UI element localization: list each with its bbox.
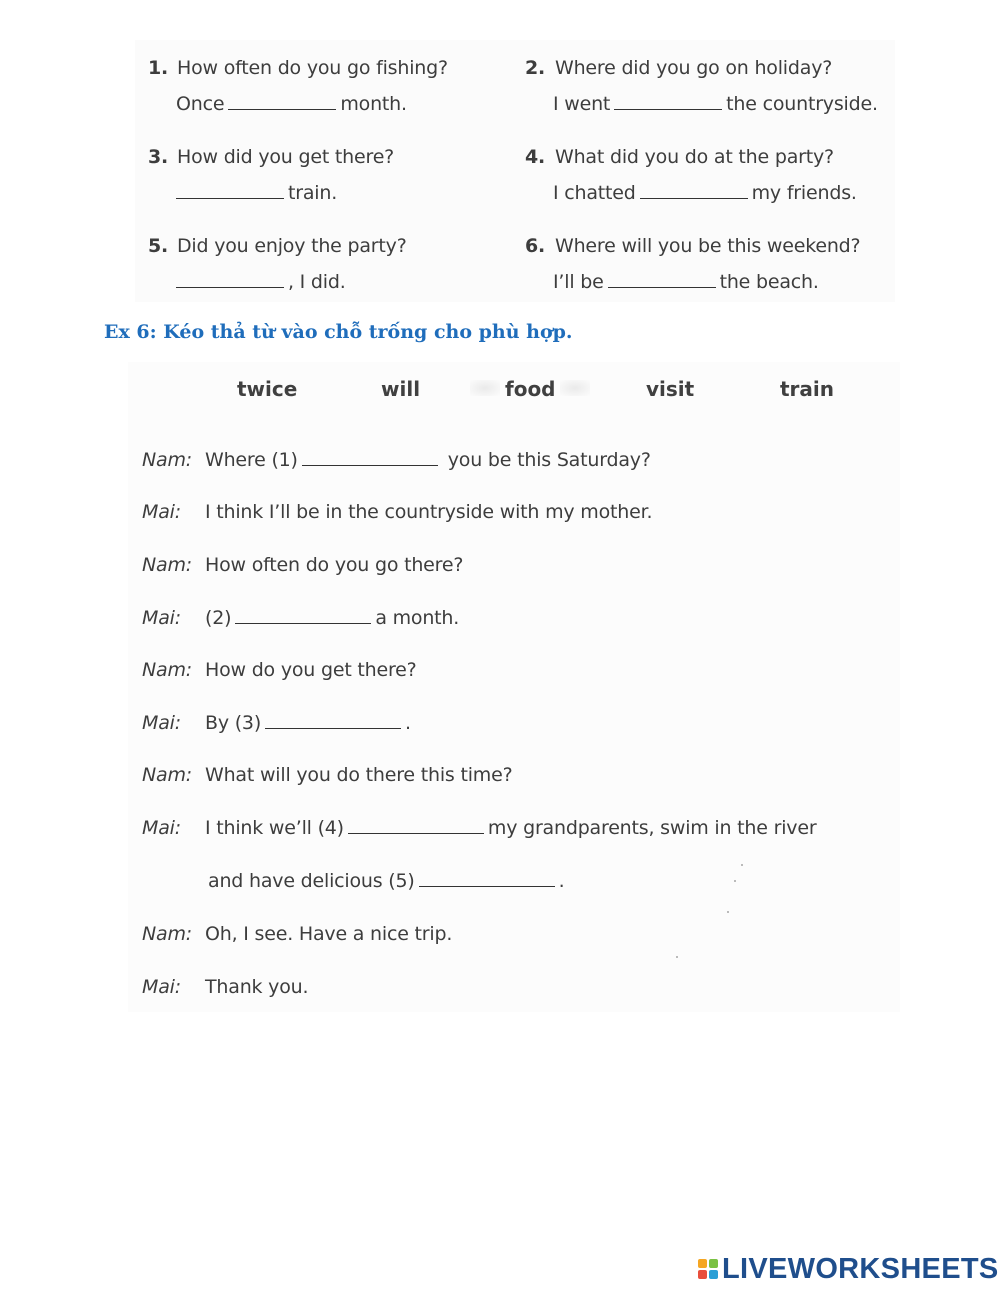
scan-smudge	[560, 380, 590, 396]
speaker-label: Mai:	[142, 817, 181, 839]
dialog-text: Thank you.	[205, 976, 309, 998]
drop-blank-1[interactable]	[302, 464, 438, 466]
answer-line: I chatted my friends.	[553, 182, 857, 204]
scan-smudge	[470, 380, 500, 396]
speaker-label: Mai:	[142, 976, 181, 998]
speaker-label: Mai:	[142, 501, 181, 523]
scanned-questions-area	[135, 40, 895, 302]
drop-blank-2[interactable]	[235, 622, 371, 624]
speaker-label: Mai:	[142, 607, 181, 629]
answer-line: Once month.	[176, 93, 407, 115]
logo-square	[709, 1259, 718, 1268]
question-number: 4.	[525, 146, 546, 168]
dialog-text: and have delicious (5) .	[208, 870, 565, 892]
question-text: Where did you go on holiday?	[555, 57, 833, 79]
speaker-label: Nam:	[142, 764, 192, 786]
scan-speck	[741, 864, 743, 866]
answer-blank	[640, 197, 748, 199]
logo-square	[709, 1270, 718, 1279]
dialog-text: I think we’ll (4) my grandparents, swim in the river	[205, 817, 817, 839]
word-bank-item[interactable]: visit	[646, 377, 695, 401]
dialog-text: (2) a month.	[205, 607, 460, 629]
question-number: 2.	[525, 57, 546, 79]
answer-line: train.	[172, 182, 337, 204]
dialog-text: Where (1) you be this Saturday?	[205, 449, 651, 471]
answer-line: I’ll be the beach.	[553, 271, 819, 293]
answer-line: , I did.	[172, 271, 346, 293]
drop-blank-4[interactable]	[348, 832, 484, 834]
answer-line: I went the countryside.	[553, 93, 878, 115]
liveworksheets-logo	[698, 1254, 999, 1284]
exercise-title: Ex 6: Kéo thả từ vào chỗ trống cho phù hợp.	[104, 321, 573, 343]
question-text: Did you enjoy the party?	[177, 235, 407, 257]
scan-speck	[734, 880, 736, 882]
speaker-label: Nam:	[142, 449, 192, 471]
dialog-text: How do you get there?	[205, 659, 417, 681]
dialog-text: Oh, I see. Have a nice trip.	[205, 923, 453, 945]
dialog-text: I think I’ll be in the countryside with my mother.	[205, 501, 653, 523]
question-text: How did you get there?	[177, 146, 395, 168]
dialog-text: How often do you go there?	[205, 554, 464, 576]
word-bank-item[interactable]: will	[381, 377, 421, 401]
word-bank-item[interactable]: food	[505, 377, 556, 401]
question-text: How often do you go fishing?	[177, 57, 448, 79]
question-number: 5.	[148, 235, 169, 257]
speaker-label: Mai:	[142, 712, 181, 734]
scan-speck	[676, 956, 678, 958]
dialog-text: What will you do there this time?	[205, 764, 513, 786]
speaker-label: Nam:	[142, 659, 192, 681]
question-number: 3.	[148, 146, 169, 168]
question-number: 6.	[525, 235, 546, 257]
answer-blank	[176, 197, 284, 199]
drop-blank-5[interactable]	[419, 885, 555, 887]
answer-blank	[228, 108, 336, 110]
drop-blank-3[interactable]	[265, 727, 401, 729]
logo-square	[698, 1270, 707, 1279]
word-bank-item[interactable]: twice	[237, 377, 298, 401]
question-text: Where will you be this weekend?	[555, 235, 861, 257]
word-bank-item[interactable]: train	[780, 377, 835, 401]
speaker-label: Nam:	[142, 554, 192, 576]
logo-square	[698, 1259, 707, 1268]
answer-blank	[614, 108, 722, 110]
answer-blank	[608, 286, 716, 288]
question-text: What did you do at the party?	[555, 146, 834, 168]
dialog-text: By (3) .	[205, 712, 411, 734]
answer-blank	[176, 286, 284, 288]
logo-mark-icon	[698, 1259, 718, 1279]
question-number: 1.	[148, 57, 169, 79]
logo-text: LIVEWORKSHEETS	[722, 1252, 999, 1285]
speaker-label: Nam:	[142, 923, 192, 945]
scan-speck	[727, 911, 729, 913]
